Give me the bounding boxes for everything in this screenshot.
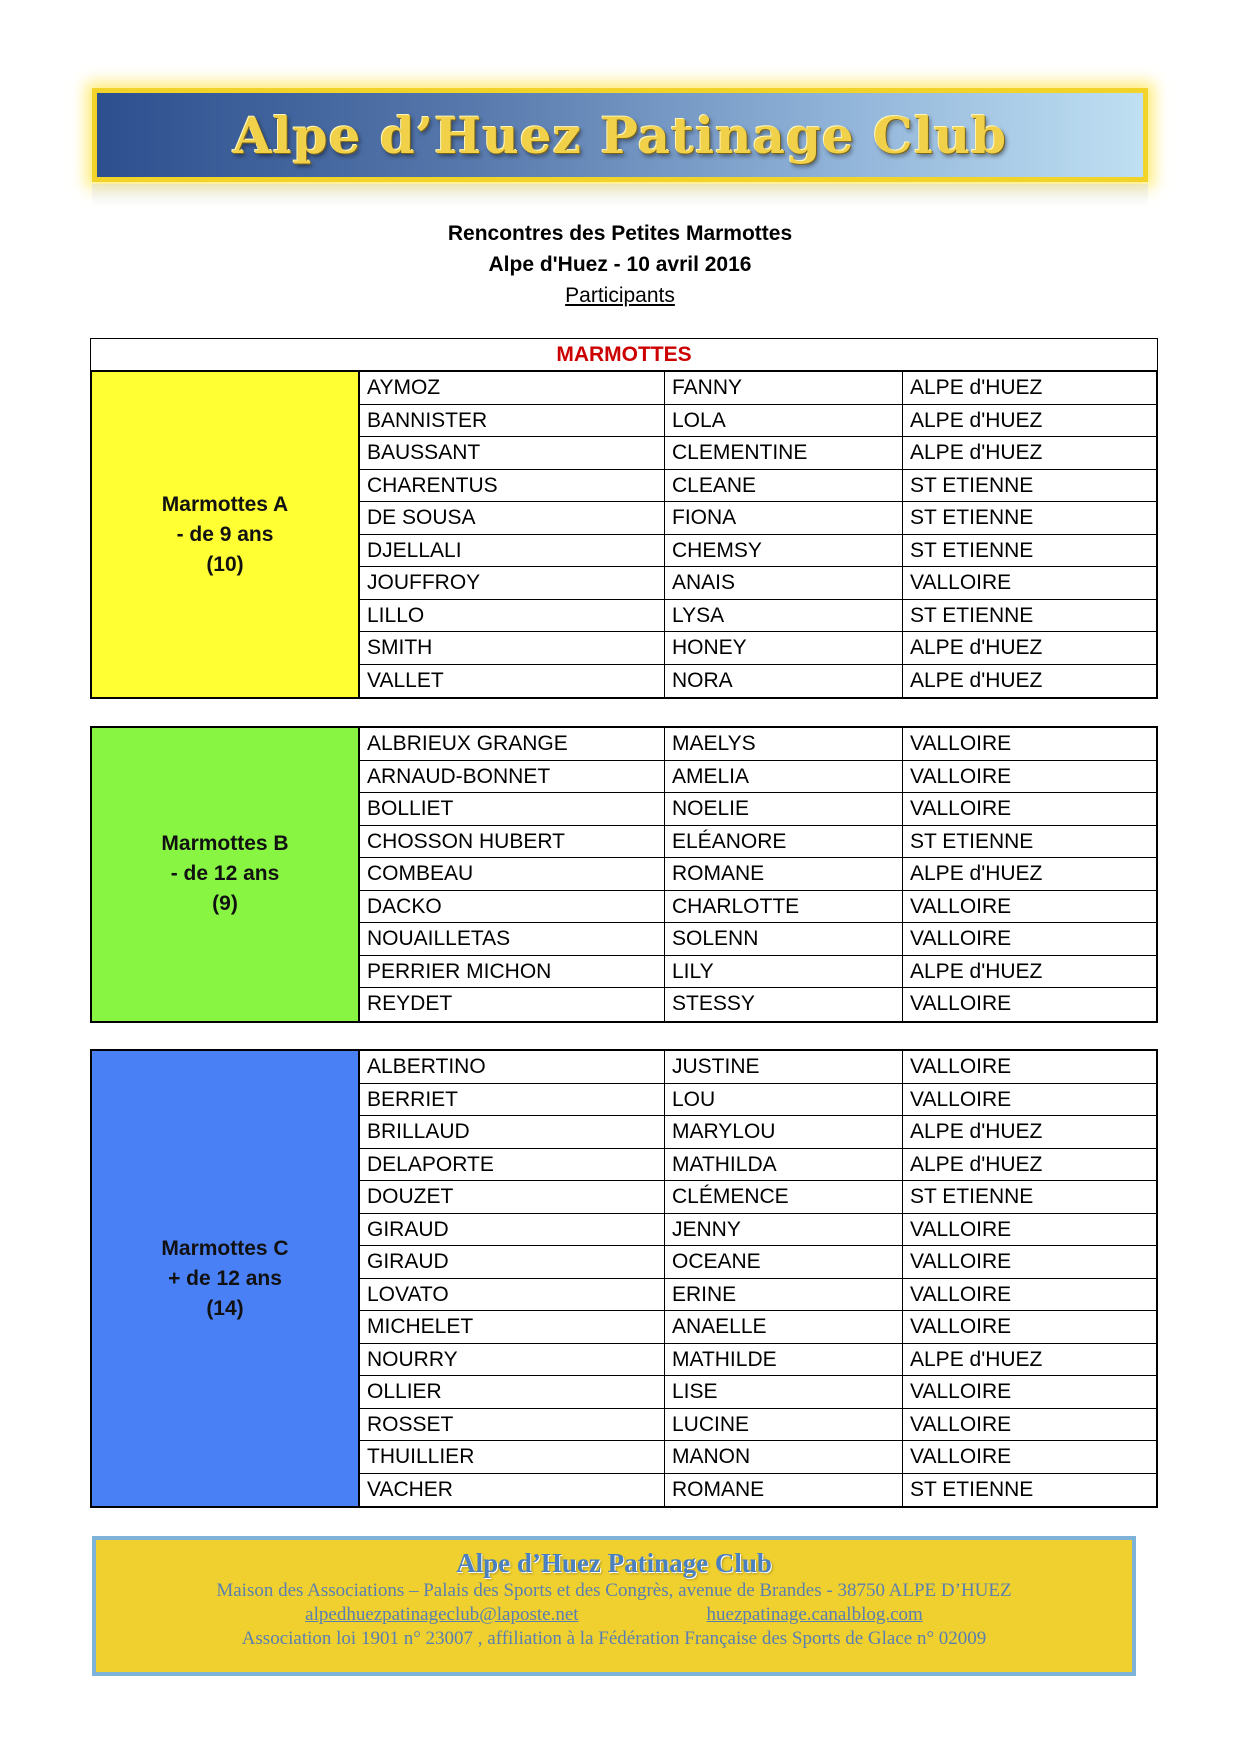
surname-cell: REYDET	[360, 988, 665, 1021]
footer-email-link[interactable]: alpedhuezpatinageclub@laposte.net	[305, 1604, 579, 1625]
table-row	[360, 826, 1156, 859]
table-row	[360, 891, 1156, 924]
firstname-cell: ROMANE	[665, 1474, 903, 1507]
surname-cell: GIRAUD	[360, 1246, 665, 1278]
club-cell: ST ETIENNE	[910, 603, 1034, 627]
firstname-cell: LOU	[665, 1084, 903, 1116]
firstname-cell: MANON	[665, 1441, 903, 1473]
footer-title: Alpe d’Huez Patinage Club	[456, 1548, 772, 1578]
club-cell: ST ETIENNE	[910, 1185, 1034, 1208]
surname-cell: ROSSET	[360, 1409, 665, 1441]
footer-address: Maison des Associations – Palais des Sports et des Congrès, avenue de Brandes - 38750 ALPE D’HUEZ	[216, 1580, 1012, 1601]
club-cell: ALPE d'HUEZ	[910, 668, 1043, 692]
surname-cell: ARNAUD-BONNET	[360, 761, 665, 793]
table-row	[360, 372, 1156, 405]
participant-rows	[360, 1051, 1156, 1506]
firstname-cell: SOLENN	[665, 923, 903, 955]
firstname-cell: ANAIS	[665, 567, 903, 599]
surname-cell: NOURRY	[360, 1344, 665, 1376]
table-row	[360, 665, 1156, 698]
surname-cell: BANNISTER	[360, 405, 665, 437]
club-cell: ALPE d'HUEZ	[910, 376, 1043, 399]
table-row	[360, 1279, 1156, 1312]
club-cell: VALLOIRE	[910, 1282, 1012, 1306]
surname-cell: BERRIET	[360, 1084, 665, 1116]
firstname-cell: HONEY	[665, 632, 903, 664]
firstname-cell: CLEANE	[665, 470, 903, 502]
banner-reflection	[92, 184, 1148, 208]
table-row	[360, 1149, 1156, 1182]
surname-cell: PERRIER MICHON	[360, 956, 665, 988]
club-cell: ALPE d'HUEZ	[910, 862, 1043, 885]
firstname-cell: NOELIE	[665, 793, 903, 825]
footer-association: Association loi 1901 n° 23007 , affiliation à la Fédération Française des Sports de Glace n° 02009	[241, 1628, 987, 1649]
firstname-cell: LYSA	[665, 600, 903, 632]
table-title: MARMOTTES	[90, 338, 1158, 370]
header-banner	[92, 88, 1148, 182]
firstname-cell: CHEMSY	[665, 535, 903, 567]
table-row	[360, 632, 1156, 665]
firstname-cell: ELÉANORE	[665, 826, 903, 858]
table-row	[360, 502, 1156, 535]
club-cell: ALPE d'HUEZ	[910, 1120, 1043, 1143]
club-cell: VALLOIRE	[910, 1055, 1012, 1078]
club-cell: ALPE d'HUEZ	[910, 441, 1043, 464]
participant-rows	[360, 728, 1156, 1021]
banner-title: Alpe d’Huez Patinage Club	[232, 105, 1008, 165]
surname-cell: LILLO	[360, 600, 665, 632]
firstname-cell: JENNY	[665, 1214, 903, 1246]
firstname-cell: CLÉMENCE	[665, 1181, 903, 1213]
surname-cell: DOUZET	[360, 1181, 665, 1213]
surname-cell: VALLET	[360, 665, 665, 698]
table-row	[360, 1409, 1156, 1442]
club-cell: ST ETIENNE	[910, 829, 1034, 853]
table-row	[360, 1116, 1156, 1149]
group-marmottes-b	[90, 726, 1158, 1023]
table-row	[360, 1376, 1156, 1409]
surname-cell: OLLIER	[360, 1376, 665, 1408]
club-cell: VALLOIRE	[910, 1412, 1012, 1436]
table-row	[360, 858, 1156, 891]
table-row	[360, 923, 1156, 956]
group-label-line: Marmottes B	[161, 832, 289, 856]
surname-cell: JOUFFROY	[360, 567, 665, 599]
firstname-cell: ROMANE	[665, 858, 903, 890]
table-row	[360, 1311, 1156, 1344]
surname-cell: CHOSSON HUBERT	[360, 826, 665, 858]
firstname-cell: LUCINE	[665, 1409, 903, 1441]
surname-cell: DACKO	[360, 891, 665, 923]
firstname-cell: LISE	[665, 1376, 903, 1408]
group-label-line: - de 9 ans	[176, 522, 274, 546]
surname-cell: LOVATO	[360, 1279, 665, 1311]
footer	[92, 1536, 1136, 1676]
club-cell: ALPE d'HUEZ	[910, 636, 1043, 659]
table-row	[360, 1246, 1156, 1279]
club-cell: VALLOIRE	[910, 732, 1012, 755]
surname-cell: ALBRIEUX GRANGE	[360, 728, 665, 760]
group-label	[92, 728, 360, 1021]
table-row	[360, 437, 1156, 470]
firstname-cell: MARYLOU	[665, 1116, 903, 1148]
table-row	[360, 1181, 1156, 1214]
club-cell: ALPE d'HUEZ	[910, 408, 1043, 432]
table-row	[360, 1051, 1156, 1084]
club-cell: ALPE d'HUEZ	[910, 1347, 1043, 1371]
group-label-line: Marmottes A	[161, 492, 289, 516]
group-marmottes-c	[90, 1049, 1158, 1508]
table-row	[360, 1474, 1156, 1507]
club-cell: ALPE d'HUEZ	[910, 959, 1043, 983]
firstname-cell: AMELIA	[665, 761, 903, 793]
club-cell: VALLOIRE	[910, 927, 1012, 950]
surname-cell: BRILLAUD	[360, 1116, 665, 1148]
group-label-line: (9)	[212, 892, 238, 916]
footer-website-link[interactable]: huezpatinage.canalblog.com	[706, 1604, 923, 1625]
firstname-cell: LILY	[665, 956, 903, 988]
table-row	[360, 988, 1156, 1021]
group-label-line: (14)	[206, 1296, 244, 1320]
club-cell: VALLOIRE	[910, 1380, 1012, 1403]
firstname-cell: JUSTINE	[665, 1051, 903, 1083]
firstname-cell: CLEMENTINE	[665, 437, 903, 469]
footer-links	[96, 1603, 1132, 1627]
surname-cell: ALBERTINO	[360, 1051, 665, 1083]
firstname-cell: ERINE	[665, 1279, 903, 1311]
surname-cell: MICHELET	[360, 1311, 665, 1343]
surname-cell: DE SOUSA	[360, 502, 665, 534]
firstname-cell: FIONA	[665, 502, 903, 534]
club-cell: ST ETIENNE	[910, 538, 1034, 562]
surname-cell: GIRAUD	[360, 1214, 665, 1246]
event-date: Alpe d'Huez - 10 avril 2016	[488, 253, 752, 276]
surname-cell: VACHER	[360, 1474, 665, 1507]
club-cell: VALLOIRE	[910, 1315, 1012, 1338]
headline	[0, 218, 1240, 311]
club-cell: ST ETIENNE	[910, 506, 1034, 529]
group-label	[92, 1051, 360, 1506]
table-row	[360, 470, 1156, 503]
group-label-line: Marmottes C	[161, 1236, 289, 1260]
firstname-cell: MAELYS	[665, 728, 903, 760]
banner-panel	[92, 88, 1148, 182]
participant-rows	[360, 372, 1156, 697]
table-row	[360, 793, 1156, 826]
club-cell: VALLOIRE	[910, 764, 1012, 788]
club-cell: ST ETIENNE	[910, 1477, 1034, 1501]
club-cell: VALLOIRE	[910, 894, 1012, 918]
group-label-line: + de 12 ans	[168, 1266, 282, 1290]
table-row	[360, 600, 1156, 633]
firstname-cell: ANAELLE	[665, 1311, 903, 1343]
firstname-cell: OCEANE	[665, 1246, 903, 1278]
firstname-cell: FANNY	[665, 372, 903, 404]
table-row	[360, 728, 1156, 761]
table-row	[360, 567, 1156, 600]
group-marmottes-a	[90, 370, 1158, 699]
surname-cell: NOUAILLETAS	[360, 923, 665, 955]
table-row	[360, 761, 1156, 794]
club-cell: VALLOIRE	[910, 1445, 1012, 1468]
surname-cell: AYMOZ	[360, 372, 665, 404]
club-cell: VALLOIRE	[910, 1217, 1012, 1241]
group-label-line: - de 12 ans	[170, 862, 280, 886]
club-cell: VALLOIRE	[910, 992, 1012, 1015]
table-row	[360, 1344, 1156, 1377]
surname-cell: THUILLIER	[360, 1441, 665, 1473]
firstname-cell: CHARLOTTE	[665, 891, 903, 923]
table-row	[360, 1441, 1156, 1474]
surname-cell: COMBEAU	[360, 858, 665, 890]
surname-cell: DJELLALI	[360, 535, 665, 567]
firstname-cell: MATHILDE	[665, 1344, 903, 1376]
firstname-cell: MATHILDA	[665, 1149, 903, 1181]
club-cell: ST ETIENNE	[910, 473, 1034, 497]
table-row	[360, 405, 1156, 438]
club-cell: VALLOIRE	[910, 797, 1012, 820]
club-cell: ALPE d'HUEZ	[910, 1152, 1043, 1176]
event-title: Rencontres des Petites Marmottes	[447, 222, 793, 245]
participants-heading: Participants	[565, 284, 675, 307]
surname-cell: BAUSSANT	[360, 437, 665, 469]
surname-cell: BOLLIET	[360, 793, 665, 825]
surname-cell: SMITH	[360, 632, 665, 664]
group-label	[92, 372, 360, 697]
table-row	[360, 1214, 1156, 1247]
group-label-line: (10)	[206, 552, 244, 576]
firstname-cell: NORA	[665, 665, 903, 698]
table-row	[360, 956, 1156, 989]
club-cell: VALLOIRE	[910, 571, 1012, 594]
firstname-cell: STESSY	[665, 988, 903, 1021]
club-cell: VALLOIRE	[910, 1087, 1012, 1111]
surname-cell: DELAPORTE	[360, 1149, 665, 1181]
table-row	[360, 1084, 1156, 1117]
surname-cell: CHARENTUS	[360, 470, 665, 502]
table-row	[360, 535, 1156, 568]
firstname-cell: LOLA	[665, 405, 903, 437]
club-cell: VALLOIRE	[910, 1250, 1012, 1273]
